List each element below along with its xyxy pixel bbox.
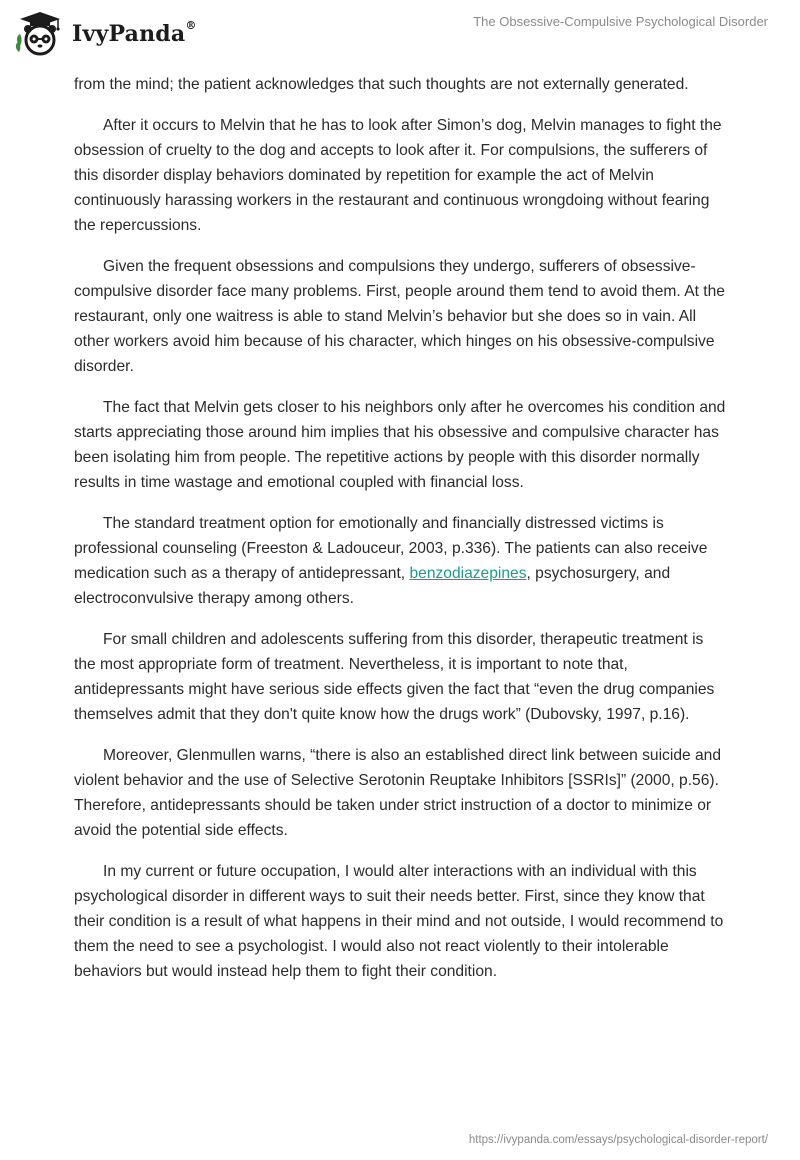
paragraph-6: Moreover, Glenmullen warns, “there is also an established direct link between suicide and violent behavior and the use of Selective Serotonin Reuptake Inhibitors [SSRIs]” (2000, p.56). Therefore, antidepressants should be taken under strict instruction of a doctor to minimize or avoid the potential side effects. [74,747,722,839]
benzodiazepines-link[interactable]: benzodiazepines [409,565,527,582]
paragraph-0: from the mind; the patient acknowledges that such thoughts are not externally generated. [74,76,689,93]
page-header [0,0,800,66]
panda-graduate-icon [14,8,66,60]
paragraph-4: The standard treatment option for emotionally and financially distressed victims is professional counseling (Freeston & Ladouceur, 2003, p.336). The patients can also receive medication such as a therapy of antidepressant, benzodiazepines, psychosurgery, and electroconvulsive therapy among others. [74,515,708,607]
document-title: The Obsessive-Compulsive Psychological Disorder [473,14,768,29]
footer-url[interactable]: https://ivypanda.com/essays/psychological-disorder-report/ [468,1134,768,1146]
paragraph-5: For small children and adolescents suffering from this disorder, therapeutic treatment is the most appropriate form of treatment. Nevertheless, it is important to note that, antidepressants might have serious side effects given the fact that “even the drug companies themselves admit that they don't quite know how the drugs work” (Dubovsky, 1997, p.16). [74,631,715,723]
ivypanda-logo[interactable] [14,8,197,60]
paragraph-2: Given the frequent obsessions and compulsions they undergo, sufferers of obsessive-compulsive disorder face many problems. First, people around them tend to avoid them. At the restaurant, only one waitress is able to stand Melvin’s behavior but she does so in vain. All other workers avoid him because of his character, which hinges on his obsessive-compulsive disorder. [74,258,725,375]
paragraph-3: The fact that Melvin gets closer to his neighbors only after he overcomes his condition and starts appreciating those around him implies that his obsessive and compulsive character has been isolating him from people. The repetitive actions by people with this disorder normally results in time wastage and emotional coupled with financial loss. [74,399,726,491]
brand-name: IvyPanda® [72,19,197,47]
paragraph-1: After it occurs to Melvin that he has to look after Simon’s dog, Melvin manages to fight the obsession of cruelty to the dog and accepts to look after it. For compulsions, the sufferers of this disorder display behaviors dominated by repetition for example the act of Melvin continuously harassing workers in the restaurant and continuous wrongdoing without fearing the repercussions. [74,117,722,234]
essay-body [74,72,726,1000]
paragraph-7: In my current or future occupation, I would alter interactions with an individual with this psychological disorder in different ways to suit their needs better. First, since they know that their condition is a result of what happens in their mind and not outside, I would recommend to them the need to see a psychologist. I would also not react violently to their intolerable behaviors but would instead help them to fight their condition. [74,863,724,980]
